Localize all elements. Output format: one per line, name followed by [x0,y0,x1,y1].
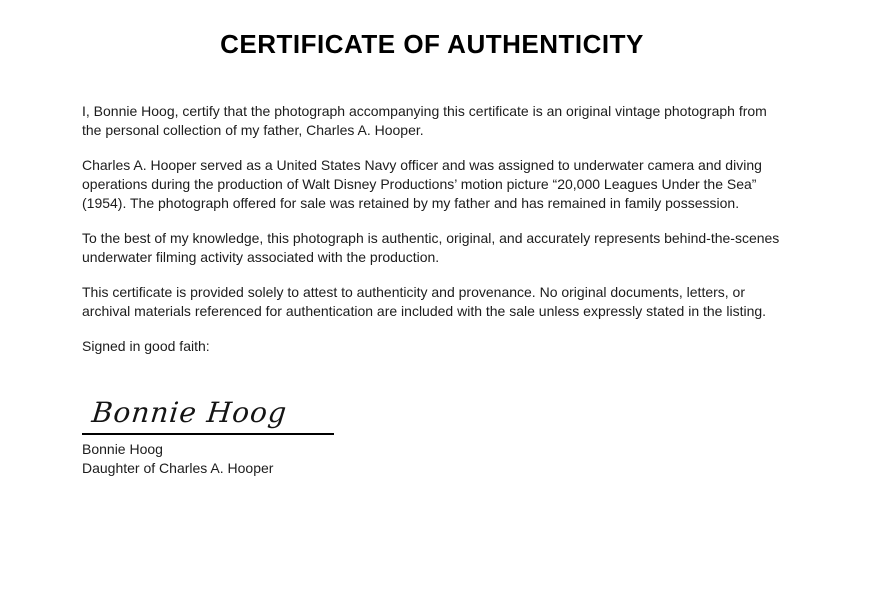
certificate-paragraph-provenance: Charles A. Hooper served as a United States Navy officer and was assigned to underwater camera and diving operations during the production of Walt Disney Productions’ motion picture “20,000 Leagues Under the Sea” (1954). The photograph offered for sale was retained by my father and has remained in family possession. [82,157,762,211]
signoff-label: Signed in good faith: [82,338,210,354]
handwritten-signature: Bonnie Hoog [90,396,289,429]
signature-line [82,433,334,435]
certificate-title: CERTIFICATE OF AUTHENTICITY [220,29,644,59]
certificate-document [82,0,782,478]
certificate-paragraph-authenticity: To the best of my knowledge, this photograph is authentic, original, and accurately represents behind-the-scenes underwater filming activity associated with the production. [82,230,780,265]
signer-name: Bonnie Hoog [82,441,163,457]
signer-relation: Daughter of Charles A. Hooper [82,460,274,476]
certificate-paragraph-disclaimer: This certificate is provided solely to attest to authenticity and provenance. No original documents, letters, or archival materials referenced for authentication are included with the sale unless expressly stated in the listing. [82,284,767,319]
certificate-paragraph-intro: I, Bonnie Hoog, certify that the photograph accompanying this certificate is an original vintage photograph from the personal collection of my father, Charles A. Hooper. [82,103,767,138]
